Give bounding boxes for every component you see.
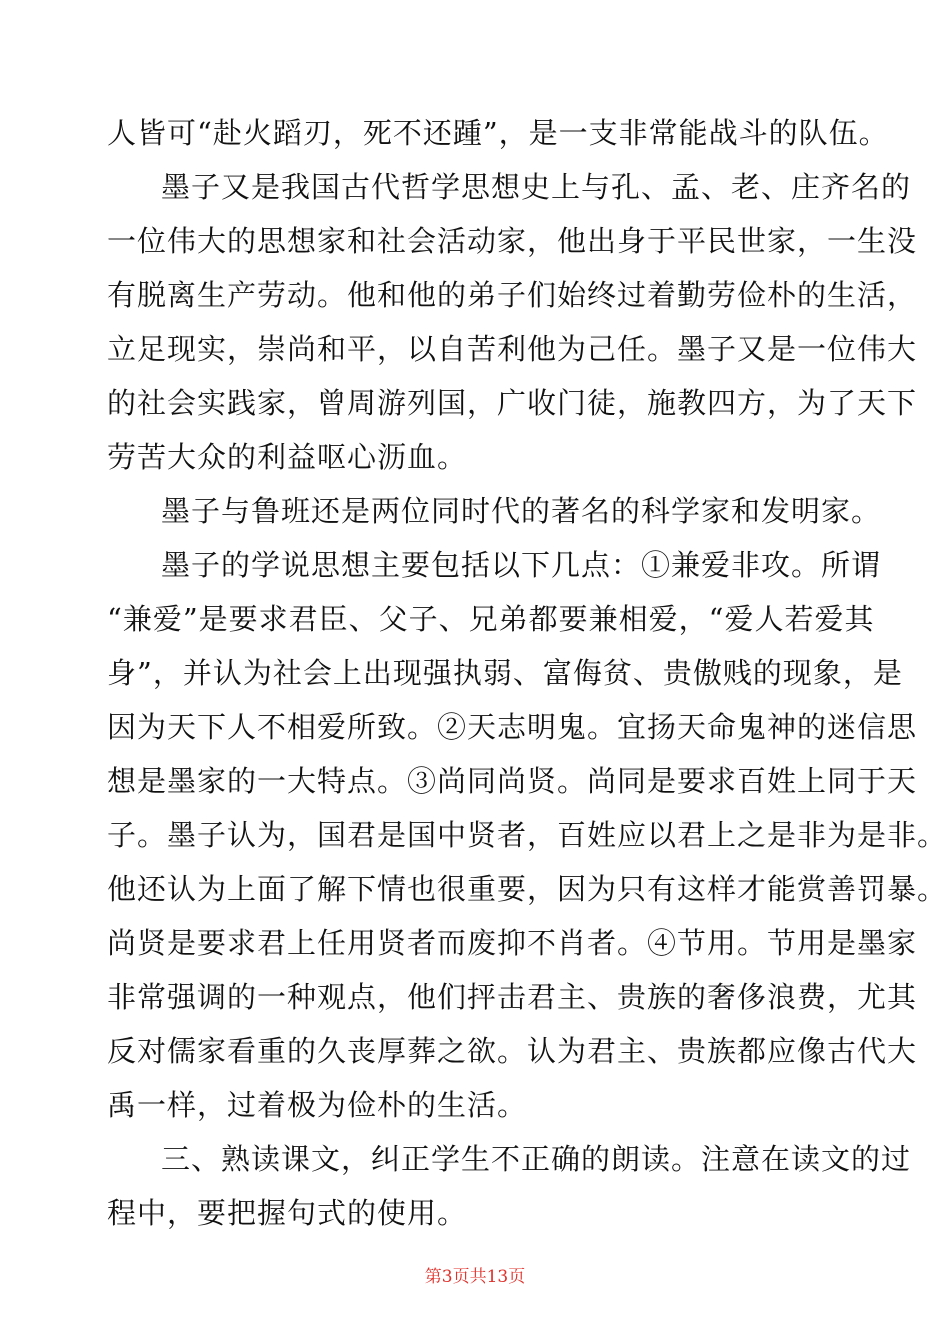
text-line: 程中，要把握句式的使用。 [107, 1196, 468, 1230]
text-line: 墨子又是我国古代哲学思想史上与孔、孟、老、庄齐名的 [161, 170, 912, 204]
page-number-footer: 第3页共13页 [424, 1267, 526, 1287]
text-line: 三、熟读课文，纠正学生不正确的朗读。注意在读文的过 [161, 1142, 912, 1176]
text-line: 非常强调的一种观点，他们抨击君主、贵族的奢侈浪费，尤其 [107, 980, 918, 1014]
text-line: 有脱离生产劳动。他和他的弟子们始终过着勤劳俭朴的生活， [107, 278, 918, 312]
text-line: 禹一样，过着极为俭朴的生活。 [107, 1088, 528, 1122]
text-line: 反对儒家看重的久丧厚葬之欲。认为君主、贵族都应像古代大 [107, 1034, 918, 1068]
text-line: 他还认为上面了解下情也很重要，因为只有这样才能赏善罚暴。 [107, 872, 948, 906]
text-line: 子。墨子认为，国君是国中贤者，百姓应以君上之是非为是非。 [107, 818, 948, 852]
text-line: 墨子与鲁班还是两位同时代的著名的科学家和发明家。 [161, 494, 882, 528]
text-line: 身”，并认为社会上出现强执弱、富侮贫、贵傲贱的现象，是 [107, 656, 903, 690]
text-line: 尚贤是要求君上任用贤者而废抑不肖者。④节用。节用是墨家 [107, 926, 918, 960]
text-line: 立足现实，崇尚和平，以自苦利他为己任。墨子又是一位伟大 [107, 332, 918, 366]
document-body [107, 106, 948, 1240]
text-line: 人皆可“赴火蹈刃，死不还踵”，是一支非常能战斗的队伍。 [107, 116, 889, 150]
text-line: 因为天下人不相爱所致。②天志明鬼。宜扬天命鬼神的迷信思 [107, 710, 918, 744]
text-line: 一位伟大的思想家和社会活动家，他出身于平民世家，一生没 [107, 224, 918, 258]
text-line: 想是墨家的一大特点。③尚同尚贤。尚同是要求百姓上同于天 [107, 764, 918, 798]
text-line: 的社会实践家，曾周游列国，广收门徒，施教四方，为了天下 [107, 386, 918, 420]
text-line: “兼爱”是要求君臣、父子、兄弟都要兼相爱，“爱人若爱其 [107, 602, 875, 636]
text-line: 墨子的学说思想主要包括以下几点：①兼爱非攻。所谓 [161, 548, 882, 582]
text-line: 劳苦大众的利益呕心沥血。 [107, 440, 468, 474]
